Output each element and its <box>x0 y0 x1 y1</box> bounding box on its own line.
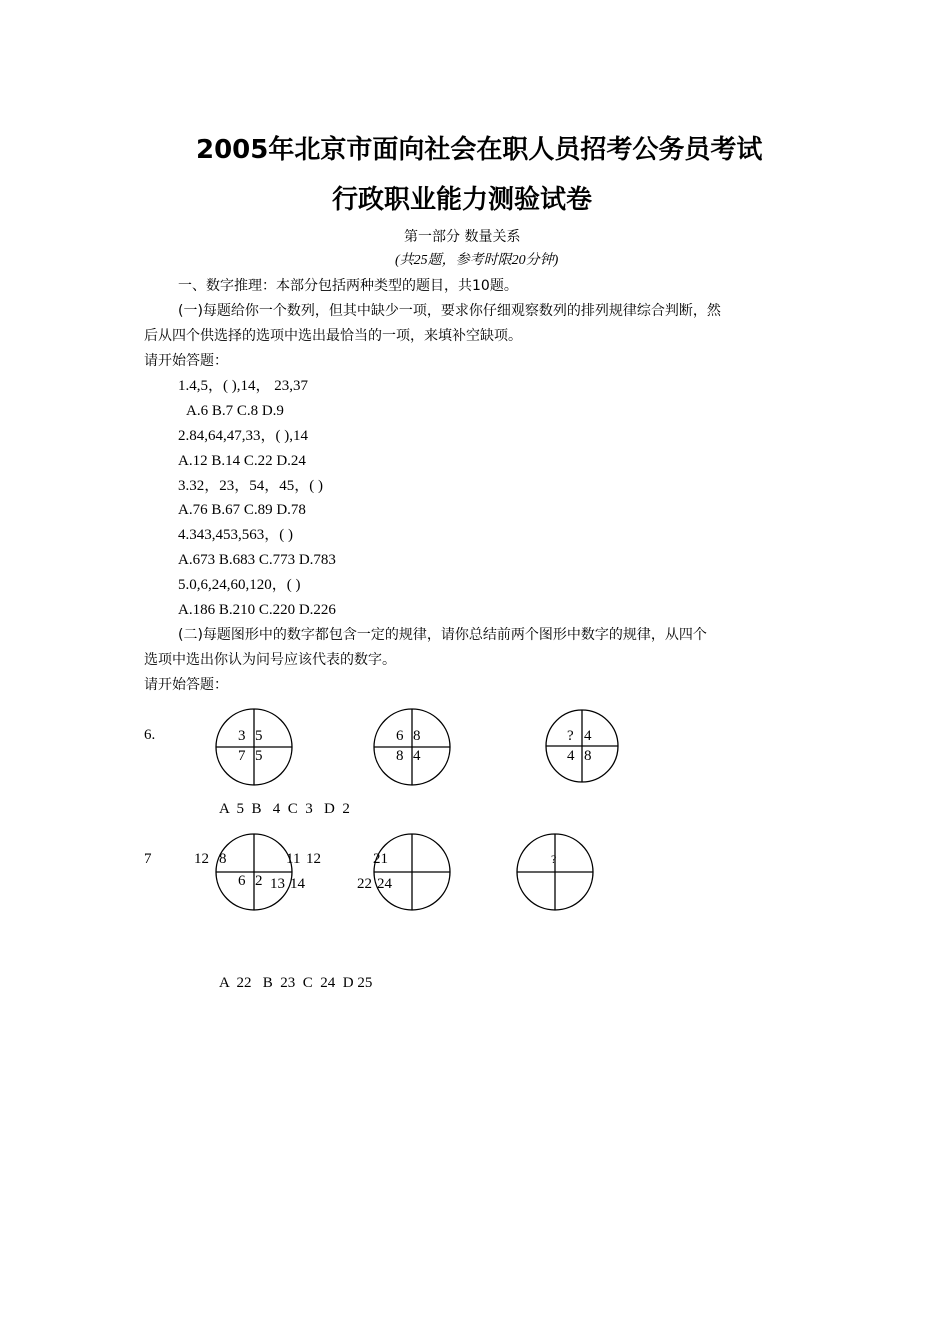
circle-number: 14 <box>290 876 305 892</box>
question-mark: ? <box>551 852 557 866</box>
question-options: A 22 B 23 C 24 D 25 <box>219 975 373 991</box>
circle-number: 8 <box>413 728 421 744</box>
question-text: 3.32，23，54，45，( ) <box>178 478 323 494</box>
question-options: A 5 B 4 C 3 D 2 <box>219 801 350 817</box>
circle-figure <box>214 707 294 787</box>
circle-number: 6 <box>238 873 246 889</box>
circle-number: 2 <box>255 873 263 889</box>
circle-number: ? <box>567 728 574 744</box>
start-prompt: 请开始答题： <box>144 353 228 369</box>
part-title: 第一部分 数量关系 <box>404 229 521 245</box>
circle-figure <box>372 832 452 912</box>
section-heading: 一、数字推理：本部分包括两种类型的题目，共10题。 <box>178 278 518 294</box>
question-text: 1.4,5，( ),14， 23,37 <box>178 378 308 394</box>
circle-figure <box>544 708 620 784</box>
question-label: 7 <box>144 851 152 867</box>
circle-number: 4 <box>413 748 421 764</box>
question-text: 2.84,64,47,33，( ),14 <box>178 428 308 444</box>
circle-number: 7 <box>238 748 246 764</box>
circle-number: 21 <box>373 851 388 867</box>
intro-paragraph-line: 后从四个供选择的选项中选出最恰当的一项，来填补空缺项。 <box>144 328 522 344</box>
circle-figure <box>214 832 294 912</box>
circle-number: 12 <box>194 851 209 867</box>
circle-number: 11 <box>286 851 301 867</box>
circle-number: 8 <box>584 748 592 764</box>
circle-number: 6 <box>396 728 404 744</box>
question-options: A.673 B.683 C.773 D.783 <box>178 552 336 568</box>
question-options: A.76 B.67 C.89 D.78 <box>178 502 306 518</box>
page-subtitle: 行政职业能力测验试卷 <box>332 185 593 215</box>
circle-number: 4 <box>567 748 575 764</box>
circle-number: 8 <box>219 851 227 867</box>
question-options: A.6 B.7 C.8 D.9 <box>186 403 284 419</box>
question-options: A.12 B.14 C.22 D.24 <box>178 453 306 469</box>
part-note: (共25题，参考时限20分钟) <box>395 253 559 268</box>
question-text: 5.0,6,24,60,120，( ) <box>178 577 301 593</box>
circle-number: 22 <box>357 876 372 892</box>
intro-paragraph-line: 选项中选出你认为问号应该代表的数字。 <box>144 652 396 668</box>
circle-number: 13 <box>270 876 285 892</box>
intro-paragraph-line: (一)每题给你一个数列，但其中缺少一项，要求你仔细观察数列的排列规律综合判断，然 <box>178 303 721 319</box>
question-options: A.186 B.210 C.220 D.226 <box>178 602 336 618</box>
start-prompt: 请开始答题： <box>144 677 228 693</box>
question-text: 4.343,453,563，( ) <box>178 527 293 543</box>
circle-figure <box>515 832 595 912</box>
circle-number: 12 <box>306 851 321 867</box>
circle-number: 5 <box>255 748 263 764</box>
circle-figure <box>372 707 452 787</box>
circle-number: 5 <box>255 728 263 744</box>
question-label: 6. <box>144 727 156 743</box>
page-title: 2005年北京市面向社会在职人员招考公务员考试 <box>196 135 763 165</box>
circle-number: 4 <box>584 728 592 744</box>
circle-number: 8 <box>396 748 404 764</box>
circle-number: 24 <box>377 876 392 892</box>
circle-number: 3 <box>238 728 246 744</box>
intro-paragraph-line: (二)每题图形中的数字都包含一定的规律，请你总结前两个图形中数字的规律，从四个 <box>178 627 707 643</box>
